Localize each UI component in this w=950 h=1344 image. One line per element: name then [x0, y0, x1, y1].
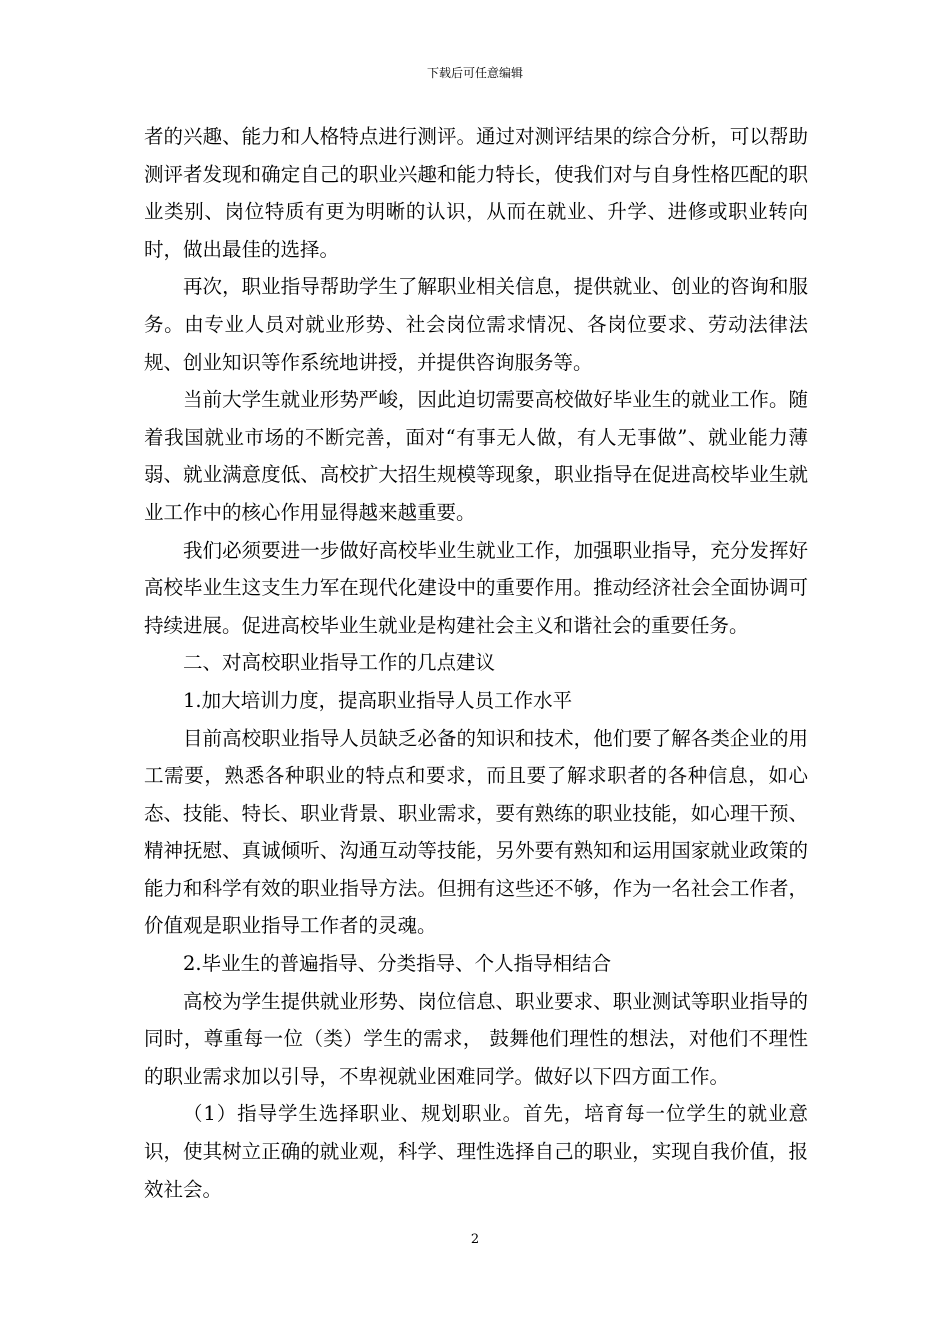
subheading-training: 1.加大培训力度，提高职业指导人员工作水平 [183, 688, 573, 712]
paragraph-career-information: 再次，职业指导帮助学生了解职业相关信息，提供就业、创业的咨询和服务。由专业人员对就业形势、社会岗位需求情况、各岗位要求、劳动法律法规、创业知识等作系统地讲授，并提供咨询服务等。 [144, 275, 808, 374]
document-body [144, 118, 808, 1208]
paragraph-employment-situation: 当前大学生就业形势严峻，因此迫切需要高校做好毕业生的就业工作。随着我国就业市场的不断完善，面对“有事无人做，有人无事做”、就业能力薄弱、就业满意度低、高校扩大招生规模等现象，职业指导在促进高校毕业生就业工作中的核心作用显得越来越重要。 [144, 388, 808, 524]
paragraph-continued-assessment: 者的兴趣、能力和人格特点进行测评。通过对测评结果的综合分析，可以帮助测评者发现和确定自己的职业兴趣和能力特长，使我们对与自身性格匹配的职业类别、岗位特质有更为明晰的认识，从而在就业、升学、进修或职业转向时，做出最佳的选择。 [144, 125, 808, 261]
paragraph-combined-guidance: 高校为学生提供就业形势、岗位信息、职业要求、职业测试等职业指导的同时，尊重每一位（类）学生的需求， 鼓舞他们理性的想法，对他们不理性的职业需求加以引导，不卑视就业困难同学。做好以下四方面工作。 [144, 989, 808, 1088]
paragraph-strengthen-guidance: 我们必须要进一步做好高校毕业生就业工作，加强职业指导，充分发挥好高校毕业生这支生力军在现代化建设中的重要作用。推动经济社会全面协调可持续进展。促进高校毕业生就业是构建社会主义和谐社会的重要任务。 [144, 538, 808, 637]
paragraph-career-planning: （1）指导学生选择职业、规划职业。首先，培育每一位学生的就业意识，使其树立正确的就业观，科学、理性选择自己的职业，实现自我价值，报效社会。 [144, 1102, 808, 1201]
subheading-combined-guidance: 2.毕业生的普遍指导、分类指导、个人指导相结合 [183, 952, 612, 976]
page-number: 2 [470, 1232, 480, 1247]
section-heading-suggestions: 二、对高校职业指导工作的几点建议 [183, 651, 496, 675]
paragraph-training: 目前高校职业指导人员缺乏必备的知识和技术，他们要了解各类企业的用工需要，熟悉各种职业的特点和要求，而且要了解求职者的各种信息，如心态、技能、特长、职业背景、职业需求，要有熟练的职业技能，如心理干预、精神抚慰、真诚倾听、沟通互动等技能，另外要有熟知和运用国家就业政策的能力和科学有效的职业指导方法。但拥有这些还不够，作为一名社会工作者，价值观是职业指导工作者的灵魂。 [144, 726, 808, 938]
page-header: 下载后可任意编辑 [426, 66, 523, 80]
